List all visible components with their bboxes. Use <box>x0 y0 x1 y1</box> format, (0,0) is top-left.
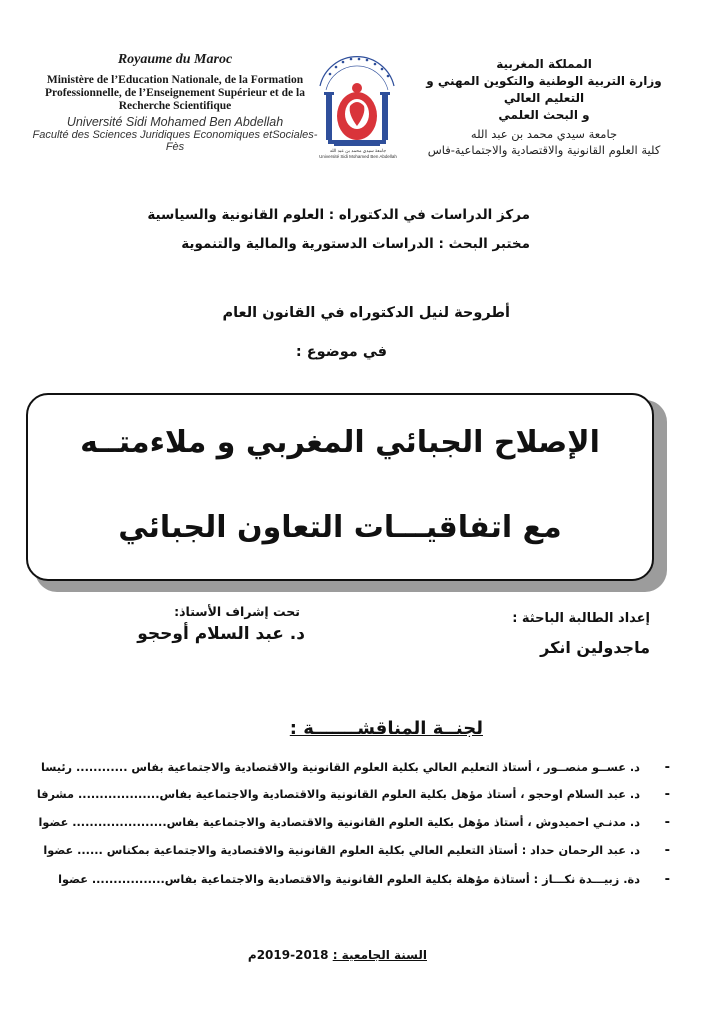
university-ar: جامعة سيدي محمد بن عبد الله <box>470 127 618 141</box>
ministry-ar-2: و البحث العلمي <box>498 108 590 122</box>
academic-year-label: السنة الجامعية : <box>332 948 427 962</box>
subject-label: في موضوع : <box>295 344 387 360</box>
logo-caption <box>318 148 398 159</box>
university-fr: Université Sidi Mohamed Ben Abdellah <box>66 115 284 129</box>
committee-member <box>38 787 668 809</box>
title-line-2: مع اتفاقيـــات التعاون الجبائي <box>118 510 562 545</box>
supervisor-name: د. عبد السلام أوحجو <box>137 624 305 644</box>
academic-year-value: 2018-2019م <box>247 948 329 962</box>
member-text: د. مدنـي احميدوش ، أستاذ مؤهل بكلية العلوم القانونية والاقتصادية والاجتماعية بفاس...................... عضوا <box>38 816 640 829</box>
member-text: د. عبد الرحمان حداد : أستاذ التعليم العالي بكلية العلوم القانونية والاقتصادية والاجتماعية بمكناس ...... عضوا <box>43 844 640 857</box>
faculty-ar: كلية العلوم القانونية والاقتصادية والاجتماعية-فاس <box>427 143 661 157</box>
kingdom-ar: المملكة المغربية <box>496 57 592 71</box>
member-text: د. عســو منصــور ، أستاذ التعليم العالي بكلية العلوم القانونية والاقتصادية والاجتماعية بفاس ............ رئيسا <box>40 761 640 774</box>
header-arabic <box>413 56 675 158</box>
supervisor-label: تحت إشراف الأستاذ: <box>174 604 300 619</box>
thesis-line: أطروحة لنيل الدكتوراه في القانون العام <box>222 305 510 321</box>
member-bullet: - <box>664 815 670 830</box>
header-french <box>30 52 320 153</box>
student-name: ماجدولين انكر <box>540 638 650 657</box>
member-text: دة. زبيـــدة نكـــاز : أستاذة مؤهلة بكلية العلوم القانونية والاقتصادية والاجتماعية بفاس................. عضوا <box>58 873 640 886</box>
committee-member <box>38 815 668 837</box>
member-bullet: - <box>664 787 670 802</box>
title-line-1: الإصلاح الجبائي المغربي و ملاءمتــه <box>80 425 600 460</box>
committee-member <box>38 843 668 865</box>
title-box <box>26 393 654 581</box>
academic-year <box>248 948 427 962</box>
student-label: إعداد الطالبة الباحثة : <box>512 611 650 626</box>
doctoral-center: مركز الدراسات في الدكتوراه : العلوم القانونية والسياسية <box>147 207 530 223</box>
member-bullet: - <box>664 872 670 887</box>
ministry-ar-1: وزارة التربية الوطنية والتكوين المهني و التعليم العالي <box>426 74 662 105</box>
university-logo-icon <box>312 48 402 164</box>
logo-caption-ar: جامعة سيدي محمد بن عبد الله <box>329 148 387 153</box>
ministry-fr: Ministère de l’Education Nationale, de la Formation Professionnelle, de l’Enseignement Supérieur et de la Recherche Scientifique <box>45 74 305 112</box>
kingdom-fr: Royaume du Maroc <box>117 52 233 67</box>
committee-title: لجنــة المناقشـــــــة : <box>289 718 483 739</box>
committee-member <box>38 872 668 894</box>
member-text: د. عبد السلام اوحجو ، أستاذ مؤهل بكلية العلوم القانونية والاقتصادية والاجتماعية بفاس................... مشرفا <box>36 788 640 801</box>
member-bullet: - <box>664 760 670 775</box>
logo-caption-fr: Université Sidi Mohamed Ben Abdellah <box>319 154 397 159</box>
research-lab: مختبر البحث : الدراسات الدستورية والمالية والتنموية <box>181 236 530 252</box>
faculty-fr: Faculté des Sciences Juridiques Economiques etSociales- Fès <box>32 129 318 153</box>
committee-member <box>38 760 668 782</box>
member-bullet: - <box>664 843 670 858</box>
